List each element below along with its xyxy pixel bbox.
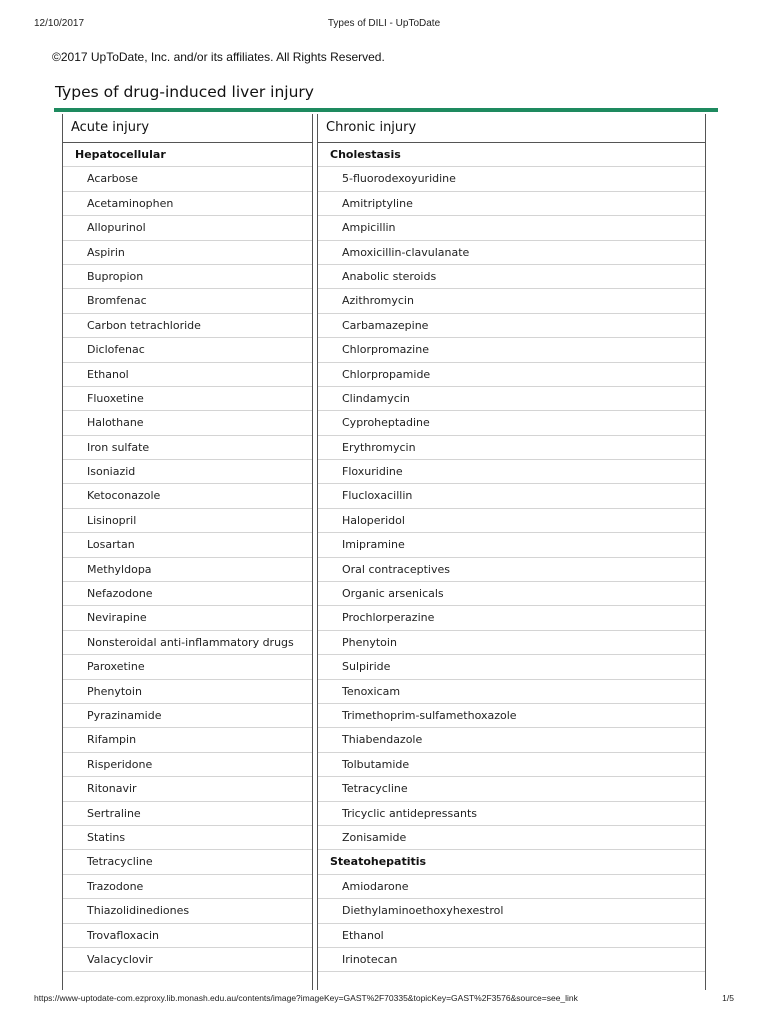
drug-row: Chlorpropamide [318,363,705,387]
drug-row: Iron sulfate [63,436,312,460]
copyright-notice: ©2017 UpToDate, Inc. and/or its affiliates. All Rights Reserved. [52,50,385,64]
drug-row: Thiabendazole [318,728,705,752]
drug-row: Tenoxicam [318,680,705,704]
drug-row: Floxuridine [318,460,705,484]
drug-row: Nevirapine [63,606,312,630]
drug-row: Isoniazid [63,460,312,484]
drug-row: Anabolic steroids [318,265,705,289]
drug-row: Sulpiride [318,655,705,679]
drug-row: Nonsteroidal anti-inflammatory drugs [63,631,312,655]
print-footer [34,993,734,1007]
drug-row: Bromfenac [63,289,312,313]
empty-row [318,972,705,990]
drug-row: Tetracycline [63,850,312,874]
drug-row: Valacyclovir [63,948,312,972]
title-rule [54,108,718,112]
drug-row: Haloperidol [318,509,705,533]
drug-row: Cyproheptadine [318,411,705,435]
column-header-acute: Acute injury [63,114,312,143]
drug-row: Organic arsenicals [318,582,705,606]
print-header [34,18,734,32]
drug-row: Flucloxacillin [318,484,705,508]
drug-row: Risperidone [63,753,312,777]
section-subheader: Cholestasis [318,143,705,167]
drug-row: Prochlorperazine [318,606,705,630]
drug-row: Zonisamide [318,826,705,850]
drug-row: Ampicillin [318,216,705,240]
drug-row: Halothane [63,411,312,435]
drug-row: Phenytoin [318,631,705,655]
drug-row: Lisinopril [63,509,312,533]
drug-row: 5-fluorodexoyuridine [318,167,705,191]
drug-row: Pyrazinamide [63,704,312,728]
drug-row: Sertraline [63,802,312,826]
document-title: Types of drug-induced liver injury [55,83,314,101]
drug-row: Losartan [63,533,312,557]
drug-row: Paroxetine [63,655,312,679]
drug-row: Acetaminophen [63,192,312,216]
drug-row: Imipramine [318,533,705,557]
empty-row [63,972,312,990]
acute-injury-column [62,114,313,990]
drug-row: Rifampin [63,728,312,752]
drug-row: Amiodarone [318,875,705,899]
drug-row: Aspirin [63,241,312,265]
drug-row: Amitriptyline [318,192,705,216]
drug-row: Ritonavir [63,777,312,801]
drug-row: Azithromycin [318,289,705,313]
section-subheader: Hepatocellular [63,143,312,167]
drug-row: Ethanol [63,363,312,387]
drug-row: Carbon tetrachloride [63,314,312,338]
drug-row: Diclofenac [63,338,312,362]
drug-row: Clindamycin [318,387,705,411]
column-header-chronic: Chronic injury [318,114,705,143]
drug-table [62,114,706,990]
drug-row: Nefazodone [63,582,312,606]
page-number: 1/5 [722,993,734,1003]
drug-row: Trovafloxacin [63,924,312,948]
print-page-title: Types of DILI - UpToDate [327,18,441,29]
drug-row: Carbamazepine [318,314,705,338]
drug-row: Bupropion [63,265,312,289]
drug-row: Ethanol [318,924,705,948]
drug-row: Trazodone [63,875,312,899]
print-date: 12/10/2017 [34,18,85,29]
drug-row: Chlorpromazine [318,338,705,362]
drug-row: Phenytoin [63,680,312,704]
drug-row: Irinotecan [318,948,705,972]
section-subheader: Steatohepatitis [318,850,705,874]
drug-row: Trimethoprim-sulfamethoxazole [318,704,705,728]
drug-row: Tetracycline [318,777,705,801]
drug-row: Acarbose [63,167,312,191]
drug-row: Fluoxetine [63,387,312,411]
chronic-injury-column [317,114,706,990]
drug-row: Amoxicillin-clavulanate [318,241,705,265]
drug-row: Oral contraceptives [318,558,705,582]
drug-row: Diethylaminoethoxyhexestrol [318,899,705,923]
drug-row: Erythromycin [318,436,705,460]
drug-row: Statins [63,826,312,850]
drug-row: Allopurinol [63,216,312,240]
drug-row: Thiazolidinediones [63,899,312,923]
drug-row: Ketoconazole [63,484,312,508]
drug-row: Tolbutamide [318,753,705,777]
drug-row: Methyldopa [63,558,312,582]
page-url: https://www-uptodate-com.ezproxy.lib.monash.edu.au/contents/image?imageKey=GAST%2F70335&topicKey=GAST%2F3576&source=see_link [34,993,578,1003]
drug-row: Tricyclic antidepressants [318,802,705,826]
